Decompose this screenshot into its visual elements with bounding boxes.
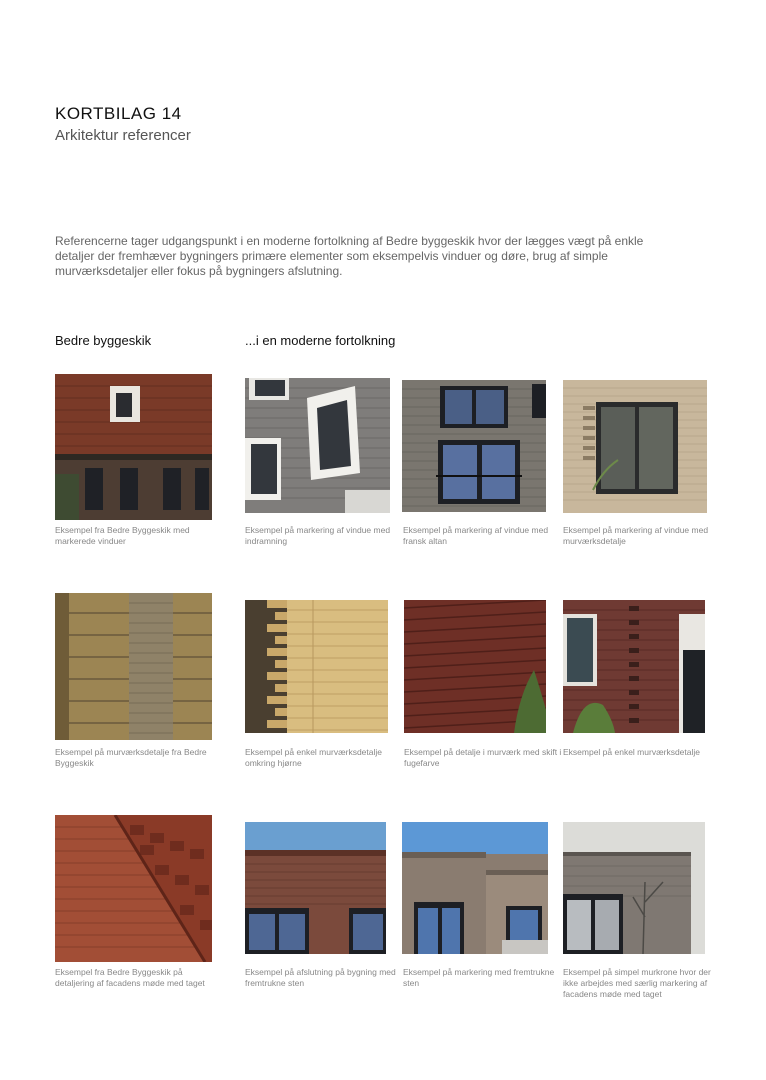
column-heading-bedre-byggeskik: Bedre byggeskik [55,333,152,348]
photo-old-house-dormer [55,374,212,520]
caption-r3c1: Eksempel fra Bedre Byggeskik på detaljering af facadens møde med taget [55,967,205,988]
photo-projecting-brick-marking [402,822,548,954]
caption-r3c2: Eksempel på afslutning på bygning med fremtrukne sten [245,967,396,988]
page-subtitle: Arkitektur referencer [55,127,191,144]
caption-r3c4: Eksempel på simpel murkrone hvor der ikke arbejdes med særlig markering af facadens møde med taget [563,967,711,999]
photo-roof-facade-meeting [55,815,212,962]
page-title: KORTBILAG 14 [55,104,182,123]
photo-brick-mortar-shift [404,600,546,733]
photo-simple-brick-coping [563,822,705,954]
photo-grey-brick-framed-window [245,378,390,513]
photo-old-brick-detail [55,593,212,740]
caption-r1c2: Eksempel på markering af vindue med indramning [245,525,391,546]
caption-r2c2: Eksempel på enkel murværksdetalje omkring hjørne [245,747,383,768]
caption-r1c1: Eksempel fra Bedre Byggeskik med markerede vinduer [55,525,190,546]
photo-projecting-brick-termination [245,822,386,954]
caption-r1c4: Eksempel på markering af vindue med murværksdetalje [563,525,709,546]
caption-r2c1: Eksempel på murværksdetalje fra Bedre Byggeskik [55,747,207,768]
caption-r1c3: Eksempel på markering af vindue med fransk altan [403,525,549,546]
intro-text: Referencerne tager udgangspunkt i en moderne fortolkning af Bedre byggeskik hvor der lægges vægt på enkle detaljer der fremhæver bygningers primære elementer som eksempelvis vinduer og døre, brug af simple murværksdetaljer eller fokus på bygningers afslutning. [55,234,644,278]
caption-r2c4: Eksempel på enkel murværksdetalje [563,747,701,757]
caption-r2c3: Eksempel på detalje i murværk med skift i fugefarve [404,747,562,768]
caption-r3c3: Eksempel på markering med fremtrukne sten [403,967,555,988]
photo-simple-brick-detail [563,600,705,733]
column-heading-moderne-fortolkning: ...i en moderne fortolkning [245,333,396,348]
photo-window-brick-detail [563,380,707,513]
photo-yellow-brick-corner [245,600,388,733]
photo-french-balcony [402,380,546,512]
